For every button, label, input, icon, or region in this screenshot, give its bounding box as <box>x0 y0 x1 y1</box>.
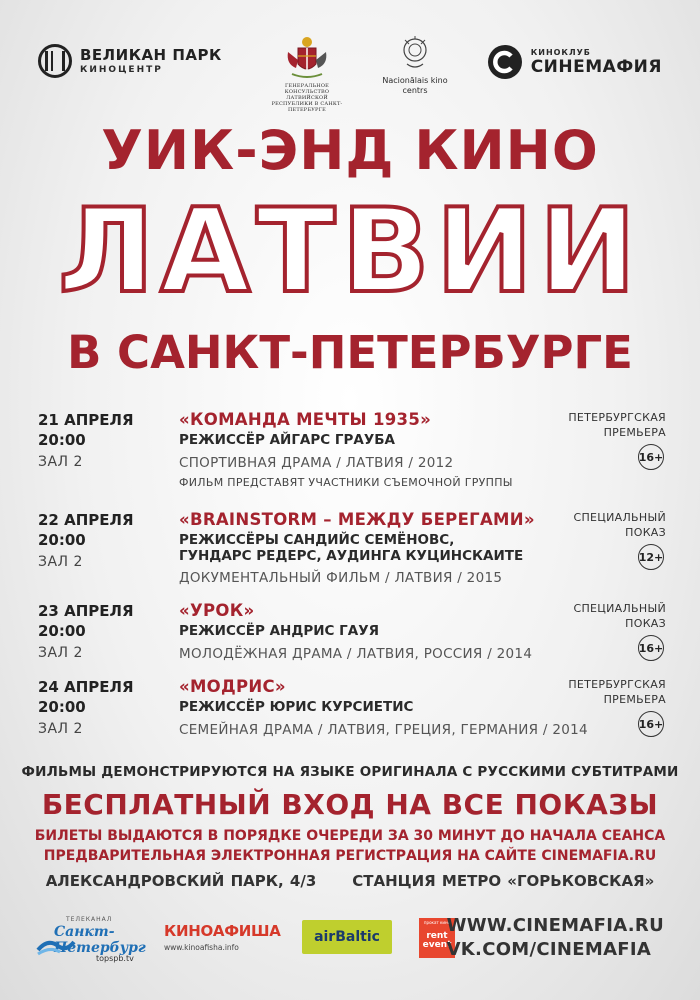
address: АЛЕКСАНДРОВСКИЙ ПАРК, 4/3 <box>45 872 317 890</box>
premiere-line2: ПОКАЗ <box>625 526 666 539</box>
subtitles-note: ФИЛЬМЫ ДЕМОНСТРИРУЮТСЯ НА ЯЗЫКЕ ОРИГИНАЛА С РУССКИМИ СУБТИТРАМИ <box>21 764 679 780</box>
event-item <box>38 677 666 747</box>
kinoafisha-logo <box>164 922 281 952</box>
headline-latvia: ЛАТВИИ <box>58 184 642 319</box>
event-time: 20:00 <box>38 698 86 716</box>
sponsor-logos <box>36 912 664 972</box>
kinoafisha-name: КИНОАФИША <box>164 922 281 940</box>
event-hall: ЗАЛ 2 <box>38 645 83 661</box>
event-date-day: 22 АПРЕЛЯ <box>38 511 134 529</box>
cinemafia-logo <box>487 44 662 80</box>
premiere-line1: ПЕТЕРБУРГСКАЯ <box>568 678 666 691</box>
event-time: 20:00 <box>38 431 86 449</box>
tickets-line: БИЛЕТЫ ВЫДАЮТСЯ В ПОРЯДКЕ ОЧЕРЕДИ ЗА 30 МИНУТ ДО НАЧАЛА СЕАНСА <box>34 828 666 844</box>
spb-tv-logo <box>36 916 146 966</box>
spb-tv-small: ТЕЛЕКАНАЛ <box>66 916 113 923</box>
velikan-park-logo <box>38 44 222 78</box>
event-premiere <box>573 510 666 540</box>
event-premiere <box>573 601 666 631</box>
event-date <box>38 601 134 641</box>
cinemafia-c-icon <box>487 44 523 80</box>
event-title: «УРОК» <box>179 601 255 620</box>
spb-tv-url: topspb.tv <box>96 954 134 963</box>
event-title: «МОДРИС» <box>179 677 286 696</box>
premiere-line2: ПОКАЗ <box>625 617 666 630</box>
event-time: 20:00 <box>38 531 86 549</box>
rent-small: прокат кино <box>423 920 451 925</box>
event-director: РЕЖИССЁРЫ САНДИЙС СЕМЁНОВС, <box>179 532 455 548</box>
web-links <box>447 914 664 962</box>
premiere-line2: ПРЕМЬЕРА <box>603 426 666 439</box>
event-director: РЕЖИССЁР ЮРИС КУРСИЕТИС <box>179 699 414 715</box>
event-premiere <box>568 677 666 707</box>
event-date <box>38 677 134 717</box>
event-date-day: 24 АПРЕЛЯ <box>38 678 134 696</box>
partner-logos <box>38 34 662 114</box>
spb-tv-name: Санкт-Петербург <box>54 924 146 956</box>
film-centre-emblem-icon <box>397 34 433 72</box>
nkc-line2: centrs <box>402 86 428 95</box>
cinemafia-name: СИНЕМАФИЯ <box>530 56 662 77</box>
registration-line: ПРЕДВАРИТЕЛЬНАЯ ЭЛЕКТРОННАЯ РЕГИСТРАЦИЯ НА САЙТЕ CINEMAFIA.RU <box>43 848 657 864</box>
latvia-coat-of-arms-icon <box>282 34 332 80</box>
website-link[interactable]: WWW.CINEMAFIA.RU <box>446 915 664 936</box>
cinemafia-sub: КИНОКЛУБ <box>530 47 591 57</box>
age-rating-badge: 16+ <box>638 444 664 470</box>
event-premiere <box>568 410 666 440</box>
age-rating-badge: 16+ <box>638 635 664 661</box>
event-genre: ДОКУМЕНТАЛЬНЫЙ ФИЛЬМ / ЛАТВИЯ / 2015 <box>179 570 503 586</box>
national-film-centre-logo <box>380 34 450 96</box>
event-date <box>38 510 134 550</box>
event-item <box>38 510 666 590</box>
headline-weekend: УИК-ЭНД КИНО <box>101 119 599 182</box>
premiere-line1: ПЕТЕРБУРГСКАЯ <box>568 411 666 424</box>
ticket-info <box>0 826 700 866</box>
age-rating-badge: 16+ <box>638 711 664 737</box>
event-hall: ЗАЛ 2 <box>38 454 83 470</box>
velikan-emblem-icon <box>38 44 72 78</box>
airbaltic-logo: airBaltic <box>302 920 392 954</box>
nkc-line1: Nacionālais kino <box>382 76 448 85</box>
rent-name: rent event <box>422 931 452 950</box>
event-hall: ЗАЛ 2 <box>38 721 83 737</box>
velikan-sub: КИНОЦЕНТР <box>80 64 163 75</box>
event-director: РЕЖИССЁР АНДРИС ГАУЯ <box>179 623 379 639</box>
event-date-day: 21 АПРЕЛЯ <box>38 411 134 429</box>
metro-station: СТАНЦИЯ МЕТРО «ГОРЬКОВСКАЯ» <box>352 872 655 890</box>
event-genre: СЕМЕЙНАЯ ДРАМА / ЛАТВИЯ, ГРЕЦИЯ, ГЕРМАНИЯ / 2014 <box>179 722 588 738</box>
event-item <box>38 410 666 490</box>
vk-link[interactable]: VK.COM/CINEMAFIA <box>446 939 652 960</box>
event-note: ФИЛЬМ ПРЕДСТАВЯТ УЧАСТНИКИ СЪЕМОЧНОЙ ГРУППЫ <box>179 476 513 489</box>
premiere-line1: СПЕЦИАЛЬНЫЙ <box>573 602 666 615</box>
event-date-day: 23 АПРЕЛЯ <box>38 602 134 620</box>
consulate-text: ГЕНЕРАЛЬНОЕ КОНСУЛЬСТВО ЛАТВИЙСКОЙ РЕСПУБЛИКИ В САНКТ-ПЕТЕРБУРГЕ <box>271 83 343 113</box>
event-title: «BRAINSTORM – МЕЖДУ БЕРЕГАМИ» <box>179 510 535 529</box>
wave-icon <box>36 936 76 956</box>
premiere-line1: СПЕЦИАЛЬНЫЙ <box>573 511 666 524</box>
event-hall: ЗАЛ 2 <box>38 554 83 570</box>
event-genre: МОЛОДЁЖНАЯ ДРАМА / ЛАТВИЯ, РОССИЯ / 2014 <box>179 646 533 662</box>
event-date <box>38 410 134 450</box>
event-director: РЕЖИССЁР АЙГАРС ГРАУБА <box>179 432 395 448</box>
location-line <box>0 872 700 890</box>
event-genre: СПОРТИВНАЯ ДРАМА / ЛАТВИЯ / 2012 <box>179 455 454 471</box>
headline-spb: В САНКТ-ПЕТЕРБУРГЕ <box>67 326 633 379</box>
premiere-line2: ПРЕМЬЕРА <box>603 693 666 706</box>
event-time: 20:00 <box>38 622 86 640</box>
consulate-logo <box>266 34 348 113</box>
age-rating-badge: 12+ <box>638 544 664 570</box>
kinoafisha-url: www.kinoafisha.info <box>164 943 239 952</box>
event-item <box>38 601 666 671</box>
event-title: «КОМАНДА МЕЧТЫ 1935» <box>179 410 432 429</box>
velikan-name: ВЕЛИКАН ПАРК <box>80 45 222 64</box>
event-director-cont: ГУНДАРС РЕДЕРС, АУДИНГА КУЦИНСКАИТЕ <box>179 548 524 564</box>
free-entry-banner: БЕСПЛАТНЫЙ ВХОД НА ВСЕ ПОКАЗЫ <box>41 788 659 821</box>
